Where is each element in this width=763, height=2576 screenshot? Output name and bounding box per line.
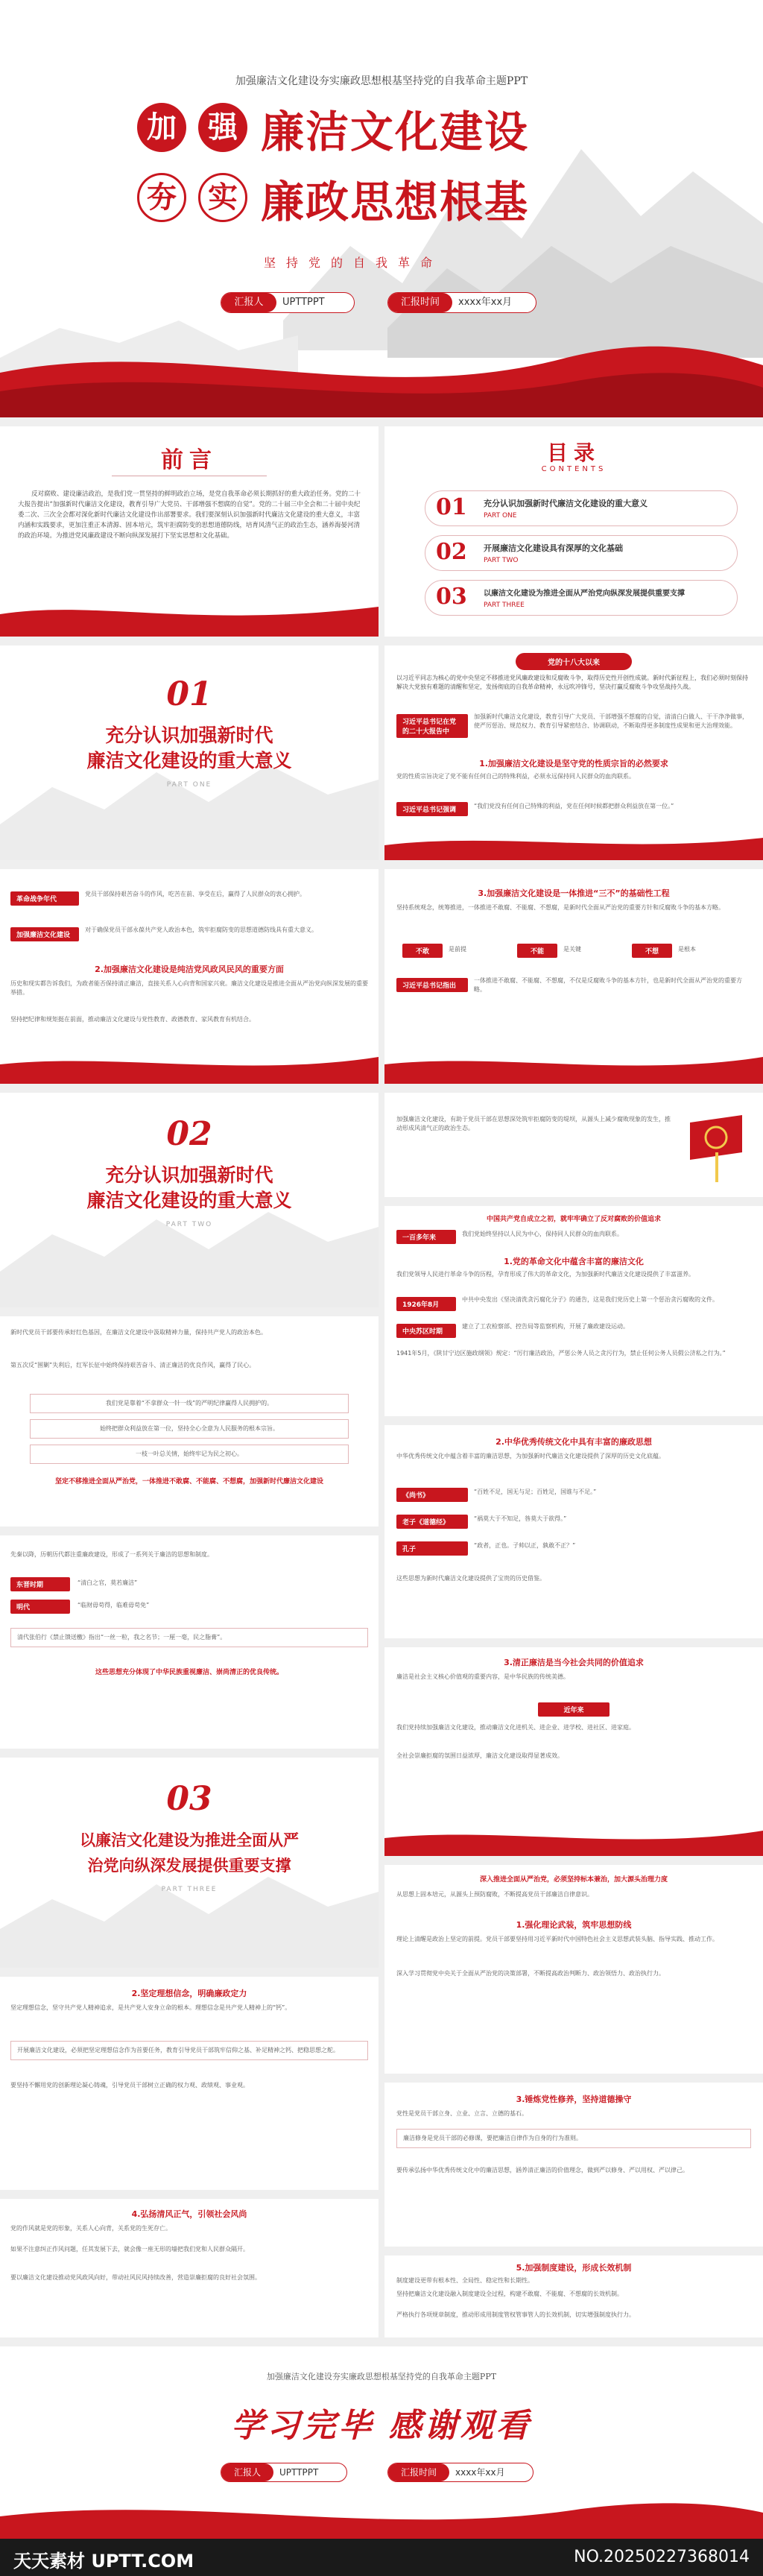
p2b-text1: 新时代党员干部要传承好红色基因，在廉洁文化建设中汲取精神力量，保持共产党人的政治本色。	[10, 1329, 267, 1336]
p1c-chip-3-text: 是根本	[678, 946, 696, 953]
contents-item-1-part: PART ONE	[484, 512, 517, 520]
contents-item-3[interactable]	[425, 580, 738, 616]
p1b-text4: 坚持把纪律和规矩挺在前面，推动廉洁文化建设与党性教育、政德教育、家风教育有机结合。	[10, 1016, 255, 1023]
ending-top-title: 加强廉洁文化建设夯实廉政思想根基坚持党的自我革命主题PPT	[266, 2372, 497, 2381]
contents-item-2-num: 02	[436, 539, 467, 565]
part2-title-line1: 充分认识加强新时代	[105, 1164, 273, 1186]
p2a-label2: 1926年8月	[396, 1297, 456, 1311]
contents-title: 目录	[546, 441, 601, 465]
ending-time-pill	[387, 2463, 534, 2482]
p3a-text1: 从思想上固本培元，从源头上预防腐败，不断提高党员干部廉洁自律意识。	[396, 1891, 593, 1898]
ending-reporter-pill	[221, 2463, 347, 2482]
p3a-subhead: 1.强化理论武装，筑牢思想防线	[516, 1920, 632, 1930]
preface-title: 前言	[161, 447, 218, 473]
p2d-quote: 这些思想充分体现了中华民族重视廉洁、崇尚清正的优良传统。	[95, 1669, 283, 1676]
part3-slide	[0, 1758, 379, 1968]
p1a-text3: 党的性质宗旨决定了党不能有任何自己的特殊利益，必须永远保持同人民群众的血肉联系。	[396, 773, 635, 780]
p1c-label1: 习近平总书记指出	[396, 978, 468, 992]
p1c-slide	[384, 869, 763, 1084]
p1a-text1: 以习近平同志为核心的党中央坚定不移推进党风廉政建设和反腐败斗争，取得历史性开创性成就。新时代新征程上，我们必须时刻保持解决大党独有难题的清醒和坚定，发扬彻底的自我革命精神，永远吹冲锋号，坚决打赢反腐败斗争攻坚战持久战。	[396, 675, 748, 690]
p1c-text1: 坚持系统观念，统筹推进，一体推进不敢腐、不能腐、不想腐，是新时代全面从严治党的重要方针和反腐败斗争的基本方略。	[396, 904, 724, 911]
p3c-text2: 廉洁修身是党员干部的必修课，要把廉洁自律作为自身的行为准则。	[396, 2129, 751, 2148]
p3a-header: 深入推进全面从严治党，必须坚持标本兼治，加大源头治理力度	[479, 1876, 668, 1884]
p1a-text4: “我们党没有任何自己特殊的利益，党在任何时候都把群众利益放在第一位。”	[474, 803, 674, 809]
contents-subtitle: CONTENTS	[541, 465, 607, 473]
part1-title-line2: 廉洁文化建设的重大意义	[86, 750, 292, 771]
p1b-label2: 加强廉洁文化建设	[10, 927, 79, 941]
p2a-text1: 我们党始终坚持以人民为中心，保持同人民群众的血肉联系。	[462, 1231, 623, 1237]
p1c-subhead: 3.加强廉洁文化建设是一体推进“三不”的基础性工程	[478, 888, 670, 898]
ending-reporter-value: UPTTPPT	[279, 2467, 319, 2478]
p1a-label2: 习近平总书记强调	[396, 802, 468, 816]
part3-title-line1: 以廉洁文化建设为推进全面从严	[80, 1831, 299, 1849]
p2d-text2: 清代张伯行《禁止馈送檄》指出“一丝一粒，我之名节；一厘一毫，民之脂膏”。	[10, 1628, 368, 1647]
report-time-pill	[387, 292, 536, 313]
contents-item-1[interactable]	[425, 490, 738, 526]
ending-slide	[0, 2346, 763, 2539]
p1b-text1: 党员干部保持艰苦奋斗的作风，吃苦在前、享受在后，赢得了人民群众的衷心拥护。	[85, 891, 305, 897]
p1b-label1: 革命战争年代	[10, 891, 79, 906]
part3-number: 03	[166, 1780, 212, 1818]
p3a-text3: 深入学习贯彻党中央关于全面从严治党的决策部署，不断提高政治判断力、政治领悟力、政治执行力。	[396, 1970, 665, 1977]
ending-reporter-label: 汇报人	[221, 2463, 273, 2481]
report-time-label: 汇报时间	[388, 293, 452, 312]
p3b-text1: 坚定理想信念，坚守共产党人精神追求，是共产党人安身立命的根本。理想信念是共产党人精神上的“钙”。	[10, 2004, 291, 2011]
part1-slide	[0, 645, 379, 860]
p1c-chip-1: 不敢	[402, 944, 443, 958]
reporter-value: UPTTPPT	[282, 297, 325, 308]
p3c-slide	[384, 2083, 763, 2247]
p2c-subhead: 2.中华优秀传统文化中具有丰富的廉政思想	[496, 1437, 652, 1447]
p1c-chip-2-text: 是关键	[563, 946, 581, 953]
ending-title: 学习完毕 感谢观看	[231, 2407, 532, 2445]
contents-item-2-title: 开展廉洁文化建设具有深厚的文化基础	[484, 543, 623, 553]
preface-text: 反对腐败、建设廉洁政治，是我们党一贯坚持的鲜明政治立场，是党自我革命必须长期抓好的重大政治任务。党的二十大报告提出“加强新时代廉洁文化建设，教育引导广大党员、干部增强不想腐的自觉”。党的二十届三中全会和二十届中央纪委二次、三次全会都对深化新时代廉洁文化建设作出部署要求。我们要深刻认识加强新时代廉洁文化建设的重大意义，丰富内涵和实践要求，更加注重正本清源、固本培元，筑牢拒腐防变的思想道德防线，培育风清气正的政治生态，涵养海晏河清的政治环境。为推进党风廉政建设不断向纵深发展打下坚实思想和文化基础。	[18, 490, 361, 540]
p1b-text3: 历史和现实都告诉我们，为政者能否保持清正廉洁，直接关系人心向背和国家兴衰。廉洁文化建设是推进全面从严治党向纵深发展的重要举措。	[10, 980, 368, 996]
watermark-bar	[0, 2539, 763, 2576]
p2b-text4: 始终把群众利益放在第一位，坚持全心全意为人民服务的根本宗旨。	[30, 1419, 349, 1439]
p2e-red-wave	[384, 1826, 763, 1856]
p2d-text-b: “临财毋苟得，临难毋苟免”	[77, 1602, 150, 1609]
cover-title-line2: 廉政思想根基	[261, 177, 530, 227]
part1-caption: PART ONE	[166, 781, 212, 789]
p2a-subhead: 1.党的革命文化中蕴含丰富的廉洁文化	[504, 1257, 644, 1266]
p2e-text3: 全社会崇廉拒腐的氛围日益浓厚，廉洁文化建设取得显著成效。	[396, 1752, 563, 1759]
p2e-text1: 廉洁是社会主义核心价值观的重要内容，是中华民族的传统美德。	[396, 1673, 569, 1680]
p1a-red-wave	[384, 832, 763, 860]
p2c-item3-text: “政者，正也。子帅以正，孰敢不正？”	[474, 1542, 576, 1549]
p3c-subhead: 3.锤炼党性修养，坚持道德操守	[516, 2094, 632, 2104]
p1a-text2: 加强新时代廉洁文化建设，教育引导广大党员、干部增强不想腐的自觉，清清白白做人、干干净净做事，使严厉惩治、规范权力、教育引导紧密结合、协调联动，不断取得更多制度性成果和更大治理效能。	[474, 713, 748, 729]
p2d-label2: 明代	[10, 1600, 70, 1614]
cover-title-line1: 廉洁文化建设	[261, 107, 530, 157]
p2d-slide	[0, 1535, 379, 1749]
p2c-item2-text: “祸莫大于不知足，咎莫大于欲得。”	[474, 1515, 567, 1522]
contents-slide	[384, 426, 763, 637]
circle-char-jia: 加	[137, 103, 186, 152]
p3a-slide	[384, 1865, 763, 2074]
circle-char-shi: 实	[198, 173, 247, 222]
p3a-text2: 理论上清醒是政治上坚定的前提。党员干部要坚持用习近平新时代中国特色社会主义思想武装头脑、指导实践、推动工作。	[396, 1936, 718, 1942]
p3b-text2: 开展廉洁文化建设，必须把坚定理想信念作为首要任务，教育引导党员干部筑牢信仰之基、补足精神之钙、把稳思想之舵。	[10, 2041, 368, 2060]
p3b-subhead: 2.坚定理想信念，明确廉政定力	[131, 1989, 247, 1998]
contents-item-1-num: 01	[436, 494, 467, 520]
watermark-left: 天天素材 UPTT.COM	[13, 2551, 194, 2572]
p2c-text1: 中华优秀传统文化中蕴含着丰富的廉洁思想，为加强新时代廉洁文化建设提供了深厚的历史文化底蕴。	[396, 1453, 665, 1459]
part2-caption: PART TWO	[165, 1221, 213, 1228]
p1a-slide	[384, 645, 763, 860]
p2d-text1: 先秦以降，历朝历代都注重廉政建设，形成了一系列关于廉洁的思想和制度。	[10, 1551, 213, 1558]
cover-slide	[0, 0, 763, 417]
p2c-slide	[384, 1425, 763, 1638]
reporter-pill	[221, 292, 355, 313]
cover-subtitle: 坚持党的自我革命	[264, 256, 443, 270]
p1b-slide	[0, 869, 379, 1084]
contents-item-2-part: PART TWO	[484, 557, 519, 564]
p1c-chip-3: 不想	[632, 944, 672, 958]
contents-item-3-num: 03	[436, 584, 467, 610]
p3e-text1: 制度建设更带有根本性、全局性、稳定性和长期性。	[396, 2277, 534, 2284]
circle-char-hang: 夯	[137, 173, 186, 222]
p3c-text1: 党性是党员干部立身、立业、立言、立德的基石。	[396, 2110, 528, 2117]
p2a-label1: 一百多年来	[396, 1230, 456, 1244]
watermark-right: NO.20250227368014	[574, 2548, 750, 2566]
p2b-text2: 第五次反“围剿”失利后，红军长征中始终保持艰苦奋斗、清正廉洁的优良作风，赢得了民心。	[10, 1362, 256, 1368]
p2c-item1-text: “百姓不足，国无与足；百姓足，国谁与不足。”	[474, 1489, 597, 1495]
p3d-text2: 如果不注意纠正作风问题，任其发展下去，就会像一座无形的墙把我们党和人民群众隔开。	[10, 2246, 249, 2253]
part2-number: 02	[166, 1115, 212, 1153]
p2c-text2: 这些思想为新时代廉洁文化建设提供了宝贵的历史借鉴。	[396, 1575, 545, 1582]
contents-item-2[interactable]	[425, 535, 738, 571]
p3e-subhead: 5.加强制度建设，形成长效机制	[516, 2263, 632, 2273]
p2a-label3: 中央苏区时期	[396, 1324, 456, 1338]
p2b-text5: 一枝一叶总关情，始终牢记为民之初心。	[30, 1445, 349, 1464]
part3-title-line2: 治党向纵深发展提供重要支撑	[87, 1856, 291, 1875]
circle-char-qiang: 强	[198, 103, 247, 152]
p2a-text5: 1941年5月，《陕甘宁边区施政纲领》规定：“厉行廉洁政治，严惩公务人员之贪污行为，禁止任何公务人员假公济私之行为。”	[396, 1350, 726, 1357]
p1d-slide	[384, 1093, 763, 1197]
reporter-label: 汇报人	[221, 293, 276, 312]
p1c-chip-2: 不能	[517, 944, 557, 958]
p2e-slide	[384, 1647, 763, 1856]
p2e-subhead: 3.清正廉洁是当今社会共同的价值追求	[504, 1658, 644, 1667]
part1-number: 01	[166, 675, 212, 713]
ending-red-wave	[0, 2494, 763, 2539]
part3-caption: PART THREE	[161, 1886, 218, 1893]
p2b-slide	[0, 1316, 379, 1527]
p1a-header: 党的十八大以来	[516, 653, 632, 670]
p1b-subhead: 2.加强廉洁文化建设是纯洁党风政风民风的重要方面	[95, 965, 284, 974]
preface-red-wave	[0, 599, 379, 637]
p2a-slide	[384, 1206, 763, 1416]
p2b-text3: 我们党是靠着“不拿群众一针一线”的严明纪律赢得人民拥护的。	[30, 1394, 349, 1413]
p3d-text3: 要以廉洁文化建设推动党风政风向好，带动社风民风持续改善，营造崇廉拒腐的良好社会氛围。	[10, 2274, 261, 2281]
contents-item-3-part: PART THREE	[484, 602, 525, 609]
p1a-label1: 习近平总书记在党的二十大报告中	[396, 714, 468, 738]
p2e-text2: 我们党持续加强廉洁文化建设，推动廉洁文化进机关、进企业、进学校、进社区、进家庭。	[396, 1724, 635, 1731]
contents-item-1-title: 充分认识加强新时代廉洁文化建设的重大意义	[484, 499, 648, 508]
ending-time-label: 汇报时间	[388, 2463, 449, 2481]
p1c-chip-1-text: 是前提	[449, 946, 466, 953]
p3b-slide	[0, 1977, 379, 2190]
p2b-quote: 坚定不移推进全面从严治党，一体推进不敢腐、不能腐、不想腐，加强新时代廉洁文化建设	[54, 1478, 323, 1486]
p2a-text2: 我们党领导人民进行革命斗争的历程，孕育形成了伟大的革命文化，为加强新时代廉洁文化建设提供了丰富滋养。	[396, 1271, 694, 1278]
p1b-red-wave	[0, 1052, 379, 1084]
p2a-text3: 中共中央发出《坚决清洗贪污腐化分子》的通告，这是我们党历史上第一个惩治贪污腐败的文件。	[462, 1296, 718, 1303]
p2c-item2-label: 老子《道德经》	[396, 1515, 468, 1529]
p3e-text2: 坚持把廉洁文化建设融入制度建设全过程，构建不敢腐、不能腐、不想腐的长效机制。	[396, 2291, 623, 2297]
p2e-label1: 近年来	[538, 1702, 610, 1717]
p2c-item1-label: 《尚书》	[396, 1488, 468, 1502]
p3e-text3: 严格执行各项规章制度，推动形成用制度管权管事管人的长效机制，切实增强制度执行力。	[396, 2311, 635, 2318]
p1c-red-wave	[384, 1052, 763, 1084]
preface-slide	[0, 426, 379, 637]
party-emblem-icon	[683, 1108, 750, 1182]
report-time-value: xxxx年xx月	[458, 297, 513, 308]
p3d-subhead: 4.弘扬清风正气，引领社会风尚	[131, 2209, 247, 2219]
p1d-text1: 加强廉洁文化建设，有助于党员干部在思想深处筑牢拒腐防变的堤坝，从源头上减少腐败现象的发生，推动形成风清气正的政治生态。	[396, 1116, 671, 1131]
p1b-text2: 对于确保党员干部永葆共产党人政治本色，筑牢拒腐防变的思想道德防线具有重大意义。	[85, 926, 317, 933]
red-wave-decoration	[0, 328, 763, 417]
p1c-text2: 一体推进不敢腐、不能腐、不想腐，不仅是反腐败斗争的基本方针，也是新时代全面从严治党的重要方略。	[474, 977, 742, 993]
ending-time-value: xxxx年xx月	[455, 2467, 505, 2478]
p3b-text3: 要坚持不懈用党的创新理论凝心铸魂，引导党员干部树立正确的权力观、政绩观、事业观。	[10, 2082, 249, 2089]
p1a-subhead: 1.加强廉洁文化建设是坚守党的性质宗旨的必然要求	[479, 759, 668, 768]
cover-top-title: 加强廉洁文化建设夯实廉政思想根基坚持党的自我革命主题PPT	[235, 75, 528, 87]
p3d-slide	[0, 2199, 379, 2337]
part2-slide	[0, 1093, 379, 1307]
p2a-text4: 建立了工农检察部、控告局等监察机构，开展了廉政建设运动。	[462, 1323, 629, 1330]
p2d-label1: 东晋时期	[10, 1577, 70, 1591]
part1-title-line1: 充分认识加强新时代	[105, 724, 273, 746]
p3c-text3: 要传承弘扬中华优秀传统文化中的廉洁思想，涵养清正廉洁的价值理念，做到严以修身、严以用权、严以律己。	[396, 2167, 688, 2174]
p2c-item3-label: 孔子	[396, 1541, 468, 1556]
p2d-text-a: “清白之官，莫若廉洁”	[77, 1579, 138, 1586]
part2-title-line2: 廉洁文化建设的重大意义	[86, 1190, 292, 1211]
p3e-slide	[384, 2255, 763, 2337]
contents-item-3-title: 以廉洁文化建设为推进全面从严治党向纵深发展提供重要支撑	[484, 590, 685, 598]
p2a-header: 中国共产党自成立之初，就牢牢确立了反对腐败的价值追求	[486, 1216, 661, 1223]
p3d-text1: 党的作风就是党的形象，关系人心向背，关系党的生死存亡。	[10, 2225, 171, 2232]
